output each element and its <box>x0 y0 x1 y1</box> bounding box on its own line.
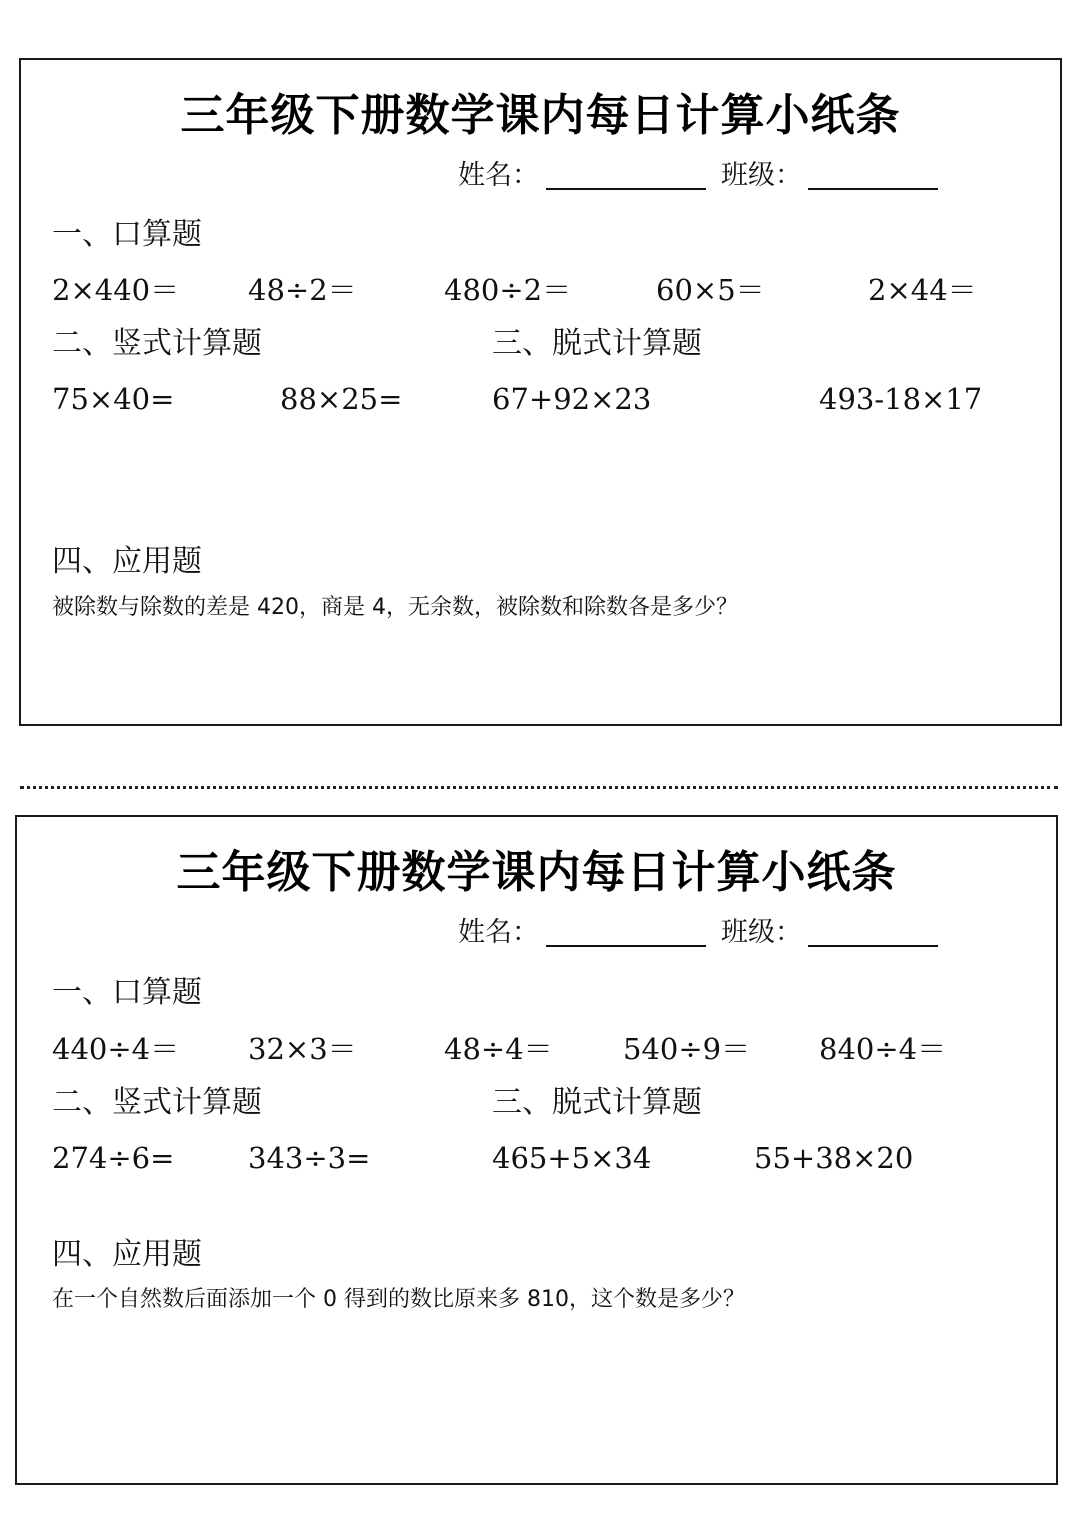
section-application-heading: 四、应用题 <box>52 1237 202 1272</box>
name-blank-line[interactable] <box>546 188 706 190</box>
name-label: 姓名： <box>458 917 539 948</box>
section-oral-heading: 一、口算题 <box>52 975 202 1010</box>
section-vertical-heading: 二、竖式计算题 <box>52 326 262 361</box>
stepwise-item: 465+5×34 <box>492 1141 652 1175</box>
oral-item: 2×44＝ <box>868 273 977 307</box>
section-oral-heading: 一、口算题 <box>52 217 202 252</box>
class-blank-line[interactable] <box>808 188 938 190</box>
oral-item: 48÷4＝ <box>444 1032 553 1066</box>
class-label: 班级： <box>721 160 802 191</box>
stepwise-item: 493-18×17 <box>819 382 983 416</box>
oral-item: 540÷9＝ <box>623 1032 751 1066</box>
oral-item: 48÷2＝ <box>248 273 357 307</box>
name-label: 姓名： <box>458 160 539 191</box>
cut-line-separator <box>20 786 1058 789</box>
class-label: 班级： <box>721 917 802 948</box>
class-blank-line[interactable] <box>808 945 938 947</box>
word-problem-text: 被除数与除数的差是 420，商是 4，无余数，被除数和除数各是多少？ <box>52 595 738 620</box>
section-vertical-heading: 二、竖式计算题 <box>52 1085 262 1120</box>
vertical-item: 88×25= <box>280 382 403 416</box>
oral-item: 2×440＝ <box>52 273 180 307</box>
strip-title: 三年级下册数学课内每日计算小纸条 <box>180 90 901 141</box>
section-stepwise-heading: 三、脱式计算题 <box>492 1085 702 1120</box>
vertical-item: 274÷6= <box>52 1141 175 1175</box>
oral-item: 840÷4＝ <box>819 1032 947 1066</box>
vertical-item: 343÷3= <box>248 1141 371 1175</box>
strip-title: 三年级下册数学课内每日计算小纸条 <box>176 847 897 898</box>
word-problem-text: 在一个自然数后面添加一个 0 得到的数比原来多 810，这个数是多少？ <box>52 1287 745 1312</box>
oral-item: 480÷2＝ <box>444 273 572 307</box>
stepwise-item: 67+92×23 <box>492 382 652 416</box>
worksheet-strip-2 <box>15 815 1058 1485</box>
oral-item: 32×3＝ <box>248 1032 357 1066</box>
section-stepwise-heading: 三、脱式计算题 <box>492 326 702 361</box>
section-application-heading: 四、应用题 <box>52 544 202 579</box>
stepwise-item: 55+38×20 <box>754 1141 914 1175</box>
oral-item: 440÷4＝ <box>52 1032 180 1066</box>
worksheet-strip-1 <box>19 58 1062 726</box>
vertical-item: 75×40= <box>52 382 175 416</box>
name-blank-line[interactable] <box>546 945 706 947</box>
oral-item: 60×5＝ <box>656 273 765 307</box>
